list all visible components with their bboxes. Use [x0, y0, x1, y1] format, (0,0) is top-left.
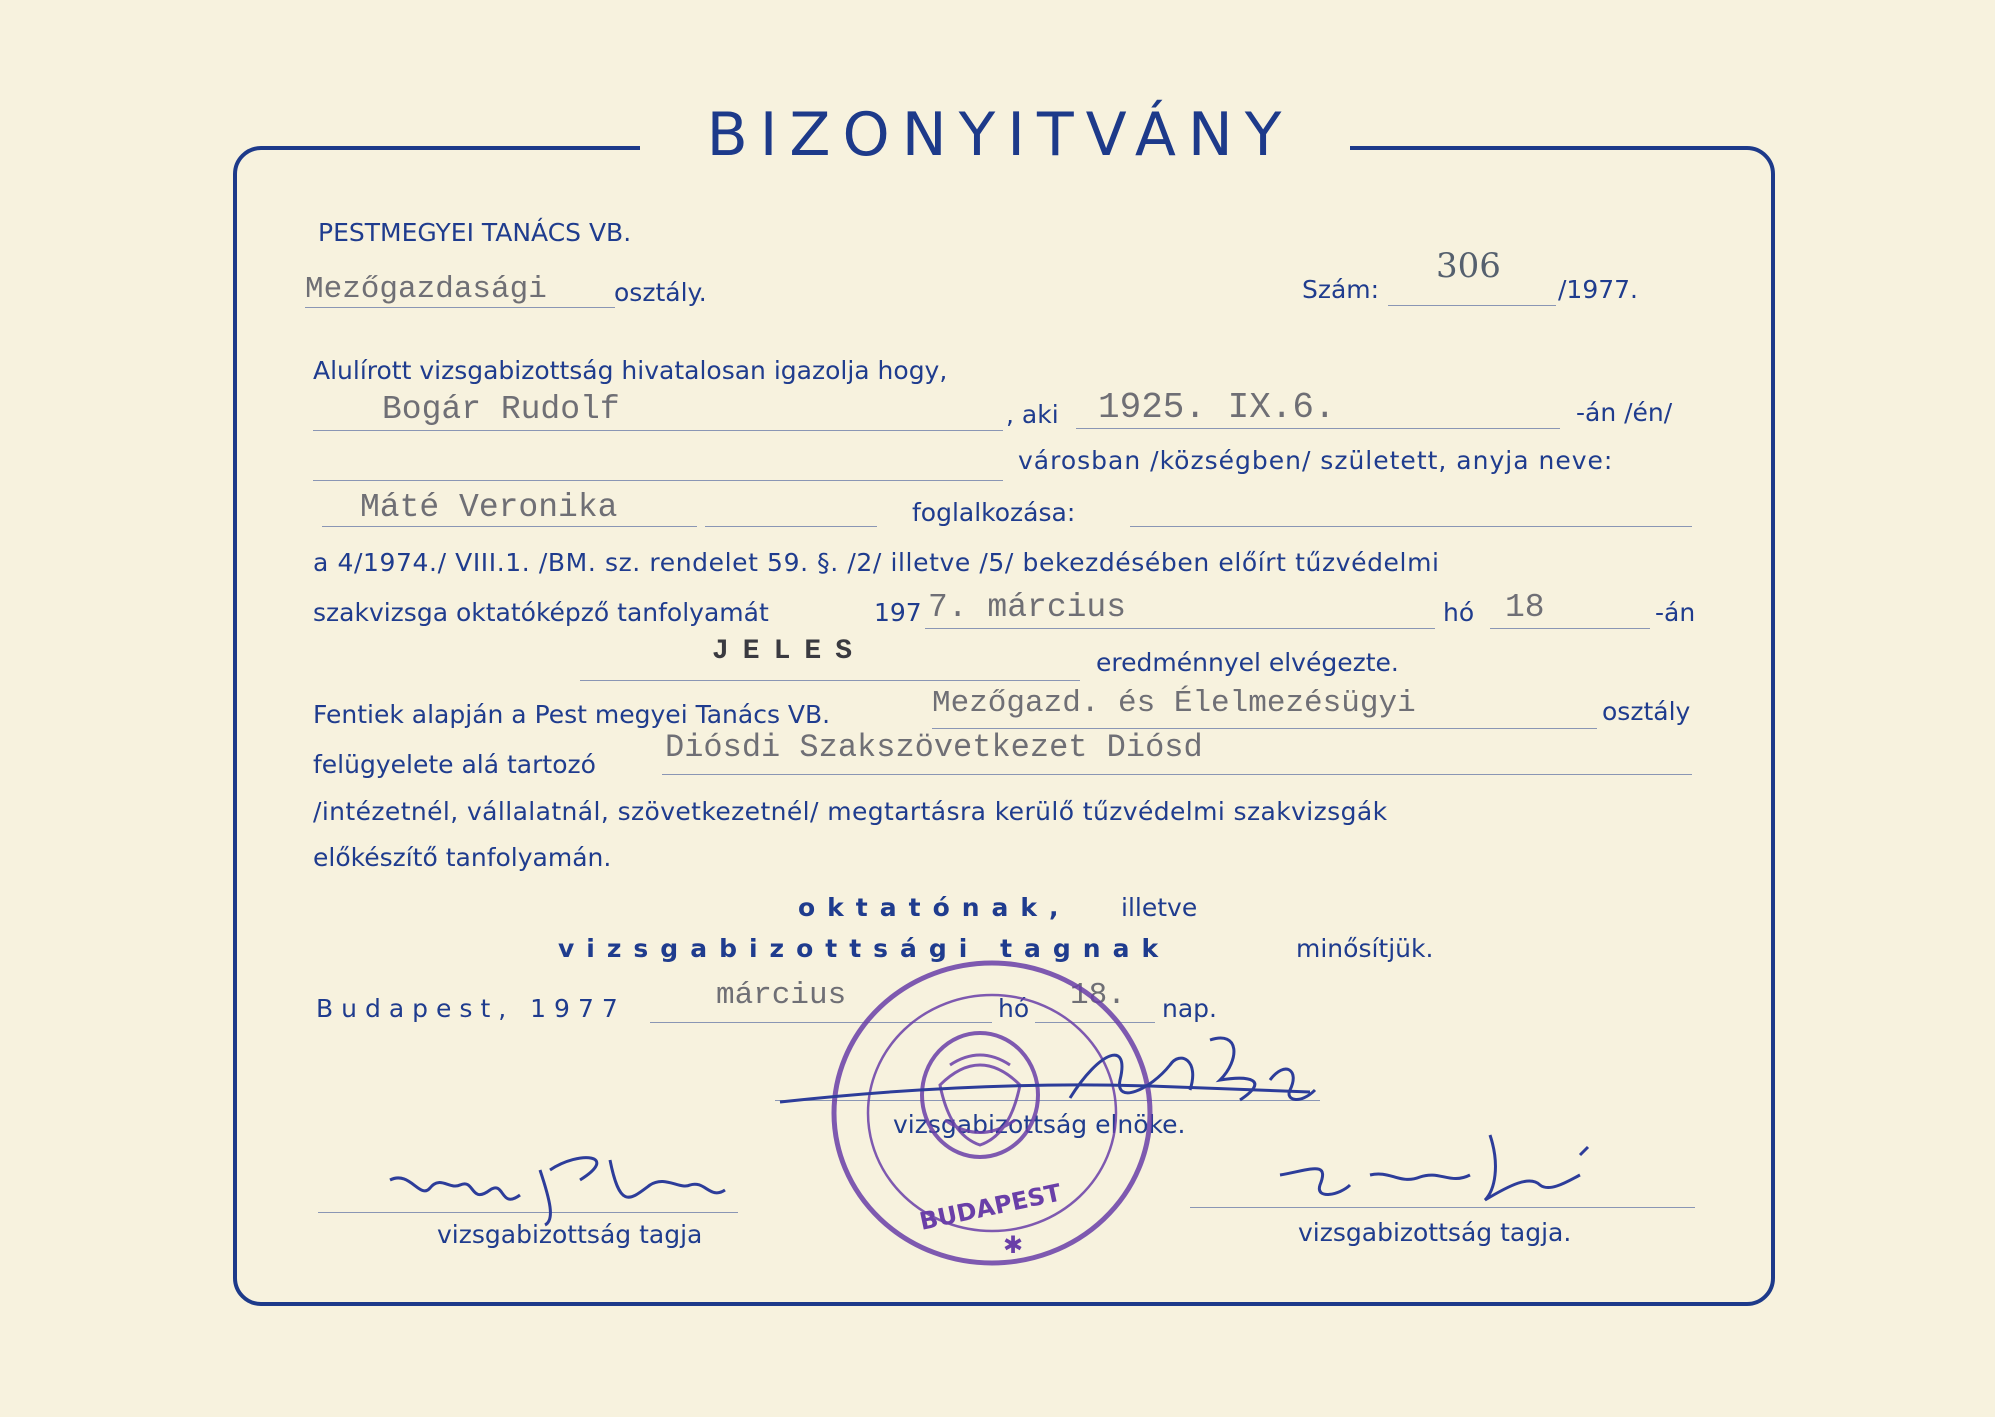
result-line [580, 680, 1080, 681]
issuer: PESTMEGYEI TANÁCS VB. [318, 218, 632, 247]
basis-prefix: Fentiek alapján a Pest megyei Tanács VB. [313, 700, 831, 729]
result-value: JELES [712, 636, 867, 667]
stamp-text: BUDAPEST [917, 1178, 1064, 1236]
institution-line [662, 774, 1692, 775]
member-right-signature [1270, 1115, 1630, 1215]
chair-label: vizsgabizottság elnöke. [893, 1110, 1186, 1139]
sign-month: március [716, 978, 847, 1013]
supervision-label: felügyelete alá tartozó [313, 750, 596, 779]
mother-name: Máté Veronika [360, 489, 618, 526]
year-prefix: 197 [874, 598, 922, 627]
birth-suffix: -án /én/ [1576, 398, 1673, 427]
intro-text: Alulírott vizsgabizottság hivatalosan igazolja hogy, [313, 356, 948, 385]
course-an: -án [1655, 598, 1696, 627]
stamp-star-icon: ✱ [1002, 1232, 1024, 1259]
department-typed: Mezőgazdasági [305, 272, 547, 307]
department-line [305, 307, 615, 308]
person-name: Bogár Rudolf [382, 391, 620, 428]
certificate-title: BIZONYITVÁNY [706, 100, 1294, 170]
occupation-label: foglalkozása: [912, 498, 1076, 527]
course-prep: előkészítő tanfolyamán. [313, 843, 612, 872]
aki-label: , aki [1006, 400, 1059, 429]
chair-signature [770, 1020, 1330, 1130]
place-label: Budapest, 1977 [316, 994, 626, 1023]
role-instructor-suffix: illetve [1121, 893, 1198, 922]
decree-text: a 4/1974./ VIII.1. /BM. sz. rendelet 59. §. /2/ illetve /5/ bekezdésében előírt tűzvédelmi [313, 548, 1440, 577]
birth-line [1076, 428, 1560, 429]
name-line [313, 430, 1003, 431]
course-month: 7. március [928, 589, 1127, 626]
sign-day: 18. [1070, 978, 1126, 1013]
birthplace-line [313, 480, 1003, 481]
role-instructor: oktatónak, [798, 893, 1071, 922]
member-left-label: vizsgabizottság tagja [437, 1220, 703, 1249]
course-month-line [925, 628, 1435, 629]
course-ho: hó [1443, 598, 1475, 627]
member-right-label: vizsgabizottság tagja. [1298, 1218, 1572, 1247]
result-suffix: eredménnyel elvégezte. [1096, 648, 1399, 677]
number-label: Szám: [1302, 275, 1380, 304]
birthplace-text: városban /községben/ született, anyja neve: [1018, 446, 1614, 475]
course-day: 18 [1505, 589, 1545, 626]
role-member: vizsgabizottsági tagnak [558, 934, 1171, 963]
institution-text: /intézetnél, vállalatnál, szövetkezetnél/ megtartásra kerülő tűzvédelmi szakvizsgák [313, 797, 1388, 826]
role-member-suffix: minősítjük. [1296, 934, 1434, 963]
sign-nap: nap. [1162, 994, 1217, 1023]
occupation-line [1130, 526, 1692, 527]
department-suffix: osztály. [614, 278, 707, 307]
birth-date: 1925. IX.6. [1098, 387, 1336, 428]
member-left-signature [380, 1130, 750, 1230]
mother-line-2 [705, 526, 877, 527]
mother-line-1 [322, 526, 697, 527]
sign-ho: hó [998, 994, 1030, 1023]
basis-suffix: osztály [1602, 697, 1691, 726]
number-value: 306 [1436, 246, 1501, 286]
number-year: /1977. [1558, 275, 1638, 304]
course-prefix: szakvizsga oktatóképző tanfolyamát [313, 598, 769, 627]
number-line [1388, 305, 1556, 306]
institution-name: Diósdi Szakszövetkezet Diósd [665, 729, 1203, 766]
course-day-line [1490, 628, 1650, 629]
basis-department: Mezőgazd. és Élelmezésügyi [932, 686, 1416, 721]
